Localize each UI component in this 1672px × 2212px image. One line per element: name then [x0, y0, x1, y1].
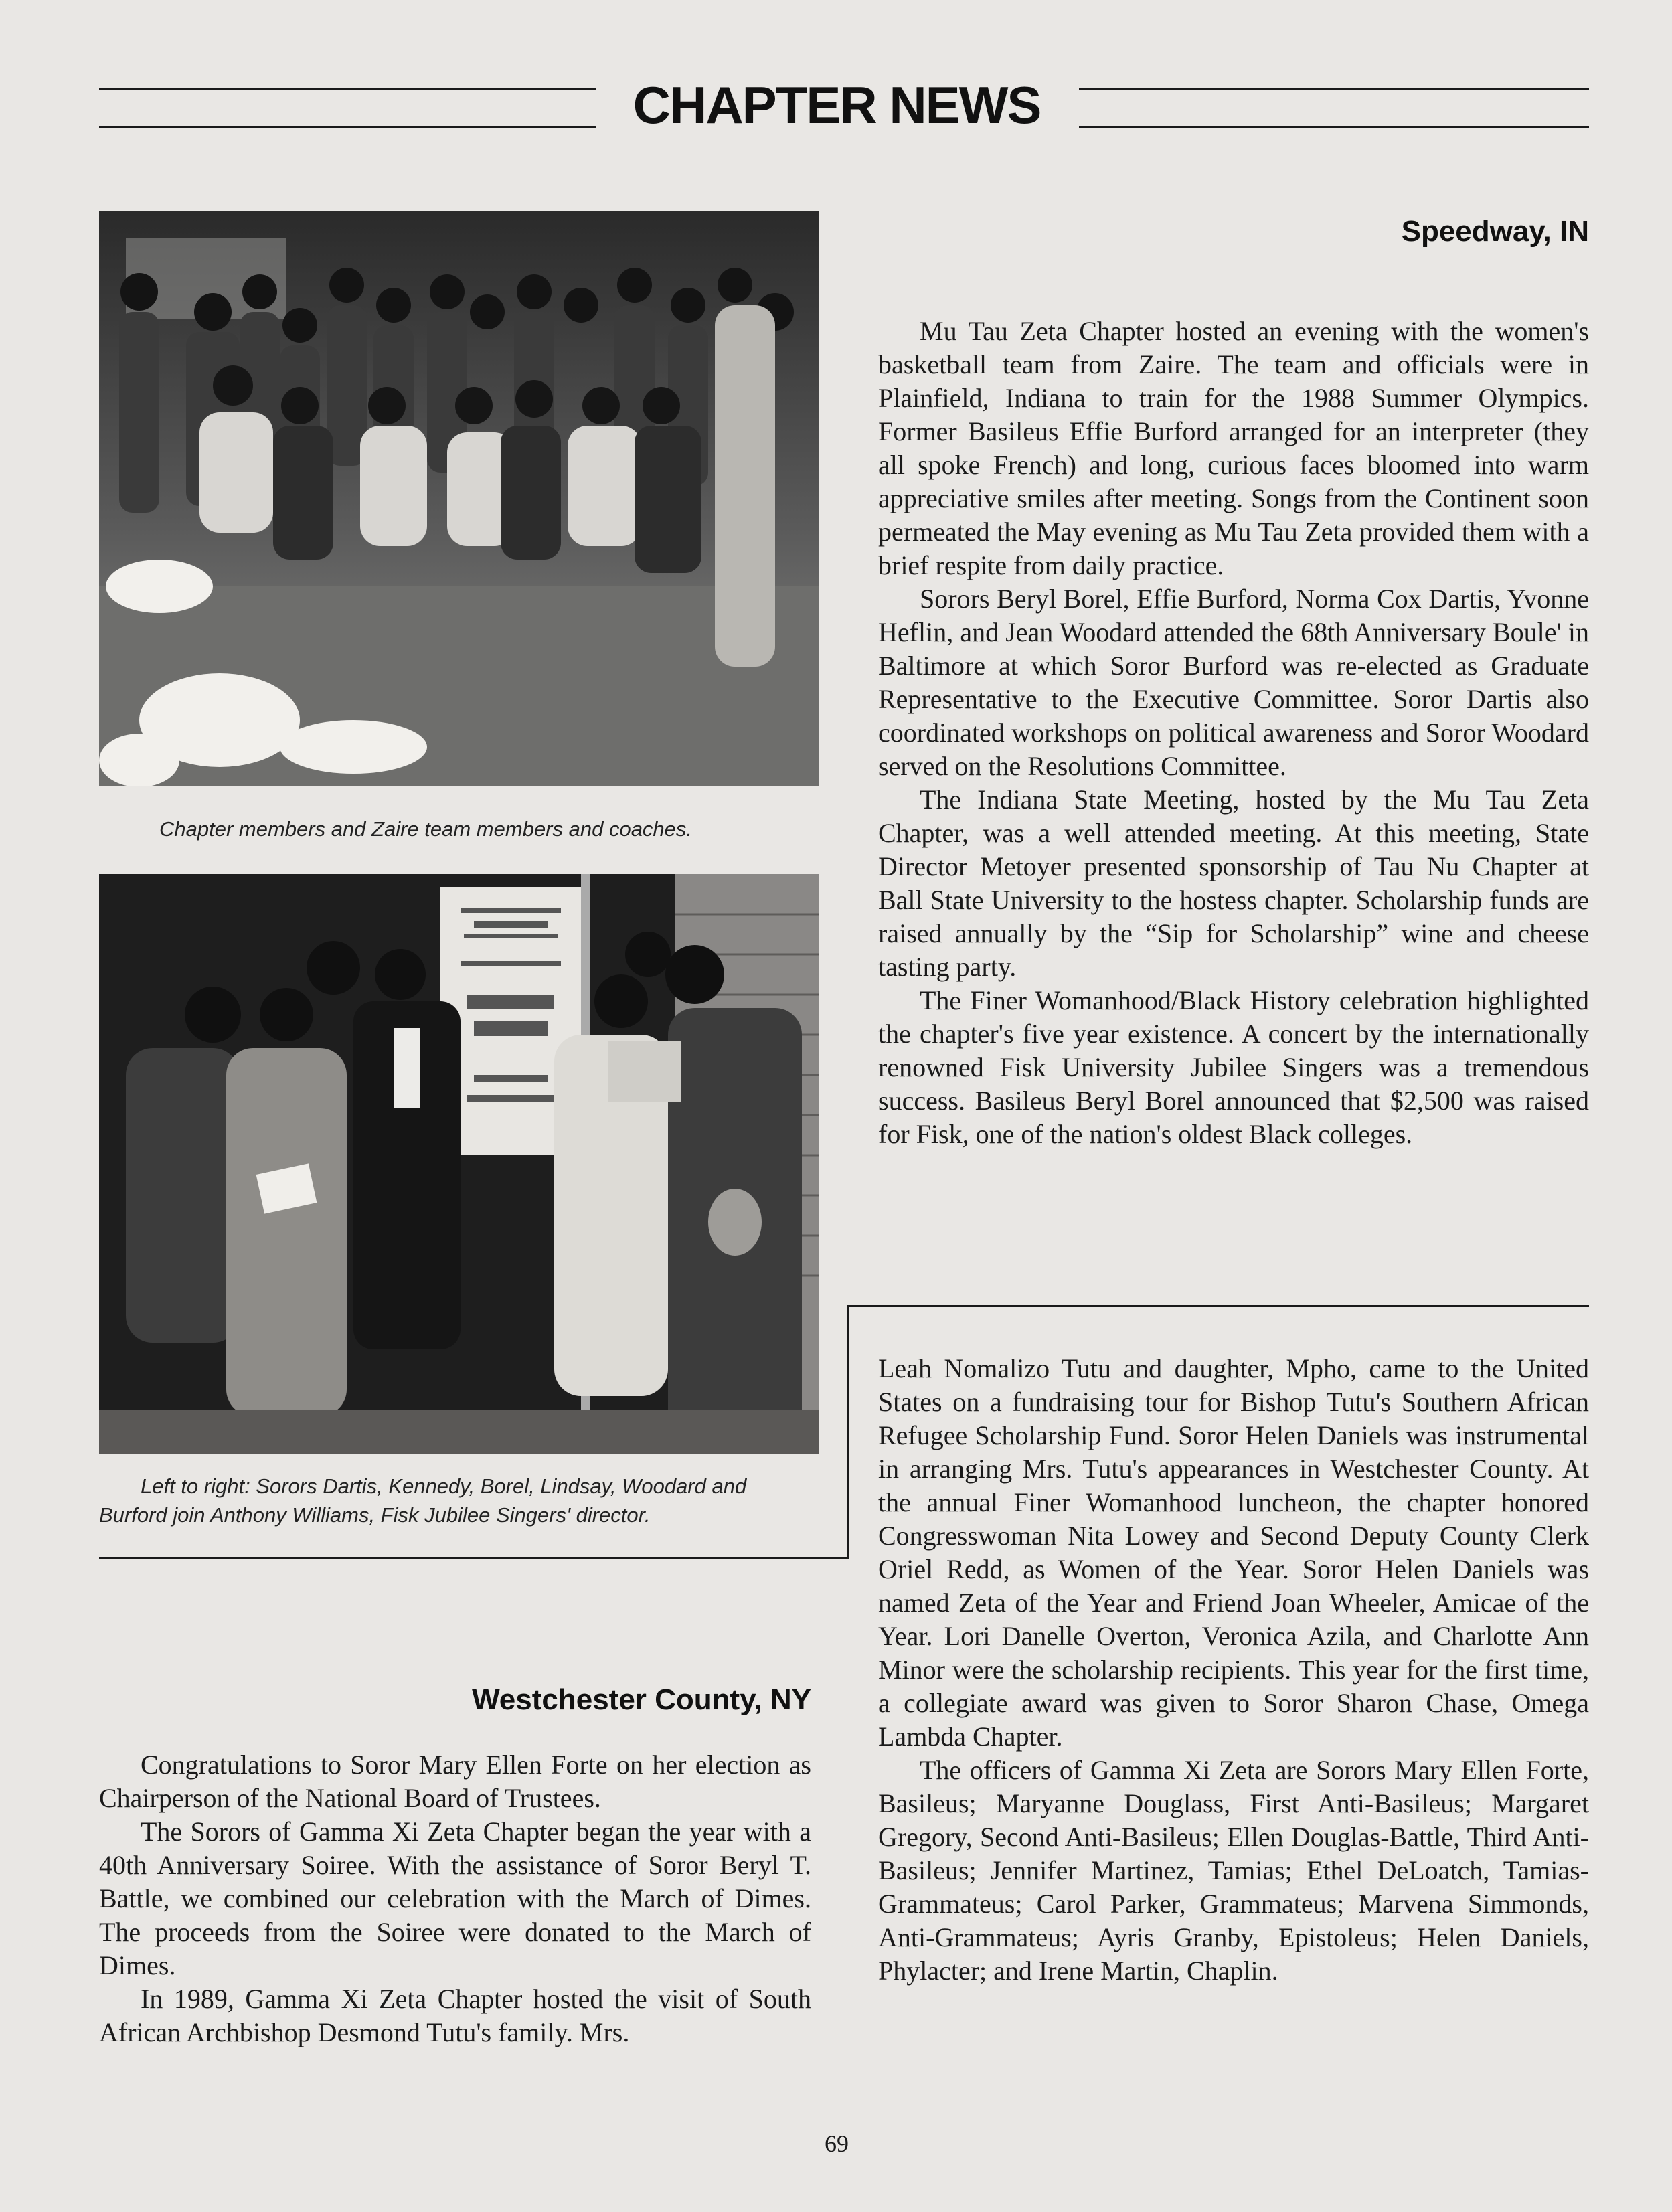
speedway-paragraph-1: Mu Tau Zeta Chapter hosted an evening with the women's basketball team from Zaire. The team and officials were in Plainfield, Indiana to train for the 1988 Summer Olympics. Former Basileus Effie Burford arranged for an interpreter (they all spoke French) and long, curious faces bloomed into warm appreciative smiles after meeting. Songs from the Continent soon permeated the May evening as Mu Tau Zeta provided them with a brief respite from daily practice. [878, 316, 1589, 580]
bottom-photo-caption-line-1: Left to right: Sorors Dartis, Kennedy, Borel, Lindsay, Woodard and [141, 1474, 747, 1498]
westchester-paragraph-4: Leah Nomalizo Tutu and daughter, Mpho, came to the United States on a fundraising tour for Bishop Tutu's Southern African Refugee Scholarship Fund. Soror Helen Daniels was instrumental in arranging Mrs. Tutu's appearances in Westchester County. At the annual Finer Womanhood luncheon, the chapter honored Congresswoman Nita Lowey and Second Deputy County Clerk Oriel Redd, as Women of the Year. Soror Helen Daniels was named Zeta of the Year and Friend Joan Wheeler, Amicae of the Year. Lori Danelle Overton, Veronica Azila, and Charlotte Ann Minor were the scholarship recipients. This year for the first time, a collegiate award was given to Soror Sharon Chase, Omega Lambda Chapter. [878, 1353, 1589, 1752]
westchester-paragraph-5: The officers of Gamma Xi Zeta are Sorors Mary Ellen Forte, Basileus; Maryanne Douglass, First Anti-Basileus; Margaret Gregory, Second Anti-Basileus; Ellen Douglas-Battle, Third Anti-Basileus; Jennifer Martinez, Tamias; Ethel DeLoatch, Tamias-Grammateus; Carol Parker, Grammateus; Marvena Simmonds, Anti-Grammateus; Ayris Granby, Epistoleus; Helen Daniels, Phylacter; and Irene Martin, Chaplin. [878, 1755, 1589, 1986]
top-photo-caption: Chapter members and Zaire team members and coaches. [159, 817, 693, 841]
group-photo-fisk-singers [99, 874, 819, 1454]
speedway-paragraph-2: Sorors Beryl Borel, Effie Burford, Norma Cox Dartis, Yvonne Heflin, and Jean Woodard attended the 68th Anniversary Boule' in Baltimore at which Soror Burford was re-elected as Graduate Representative to the Executive Committee. Soror Dartis also coordinated workshops on political awareness and Soror Woodard served on the Resolutions Committee. [878, 584, 1589, 781]
westchester-article-right [878, 1352, 1589, 1988]
header-rule-top-left [99, 88, 596, 90]
header-rule-bottom-left [99, 126, 596, 128]
page-title: CHAPTER NEWS [633, 76, 1041, 135]
westchester-paragraph-3: In 1989, Gamma Xi Zeta Chapter hosted the visit of South African Archbishop Desmond Tutu's family. Mrs. [99, 1984, 811, 2047]
continuation-rule-top [847, 1305, 1589, 1307]
speedway-paragraph-4: The Finer Womanhood/Black History celebration highlighted the chapter's five year existence. A concert by the internationally renowned Fisk University Jubilee Singers was a tremendous success. Basileus Beryl Borel announced that $2,500 was raised for Fisk, one of the nation's oldest Black colleges. [878, 985, 1589, 1149]
speedway-article [878, 315, 1589, 1151]
westchester-article-left [99, 1748, 811, 2049]
westchester-paragraph-2: The Sorors of Gamma Xi Zeta Chapter began the year with a 40th Anniversary Soiree. With the assistance of Soror Beryl T. Battle, we combined our celebration with the March of Dimes. The proceeds from the Soiree were donated to the March of Dimes. [99, 1816, 811, 1980]
speedway-heading: Speedway, IN [1401, 215, 1589, 248]
speedway-paragraph-3: The Indiana State Meeting, hosted by the Mu Tau Zeta Chapter, was a well attended meeting. At this meeting, State Director Metoyer presented sponsorship of Tau Nu Chapter at Ball State University to the hostess chapter. Scholarship funds are raised annually by the “Sip for Scholarship” wine and cheese tasting party. [878, 784, 1589, 982]
continuation-rule-vertical [847, 1305, 849, 1559]
page-number: 69 [825, 2130, 849, 2157]
continuation-rule-bottom [99, 1557, 849, 1559]
group-photo-zaire-team [99, 211, 819, 786]
header-rule-bottom-right [1079, 126, 1589, 128]
header-rule-top-right [1079, 88, 1589, 90]
westchester-heading: Westchester County, NY [472, 1683, 811, 1716]
bottom-photo-caption-line-2: Burford join Anthony Williams, Fisk Jubilee Singers' director. [99, 1503, 651, 1527]
westchester-paragraph-1: Congratulations to Soror Mary Ellen Forte on her election as Chairperson of the National Board of Trustees. [99, 1750, 811, 1813]
